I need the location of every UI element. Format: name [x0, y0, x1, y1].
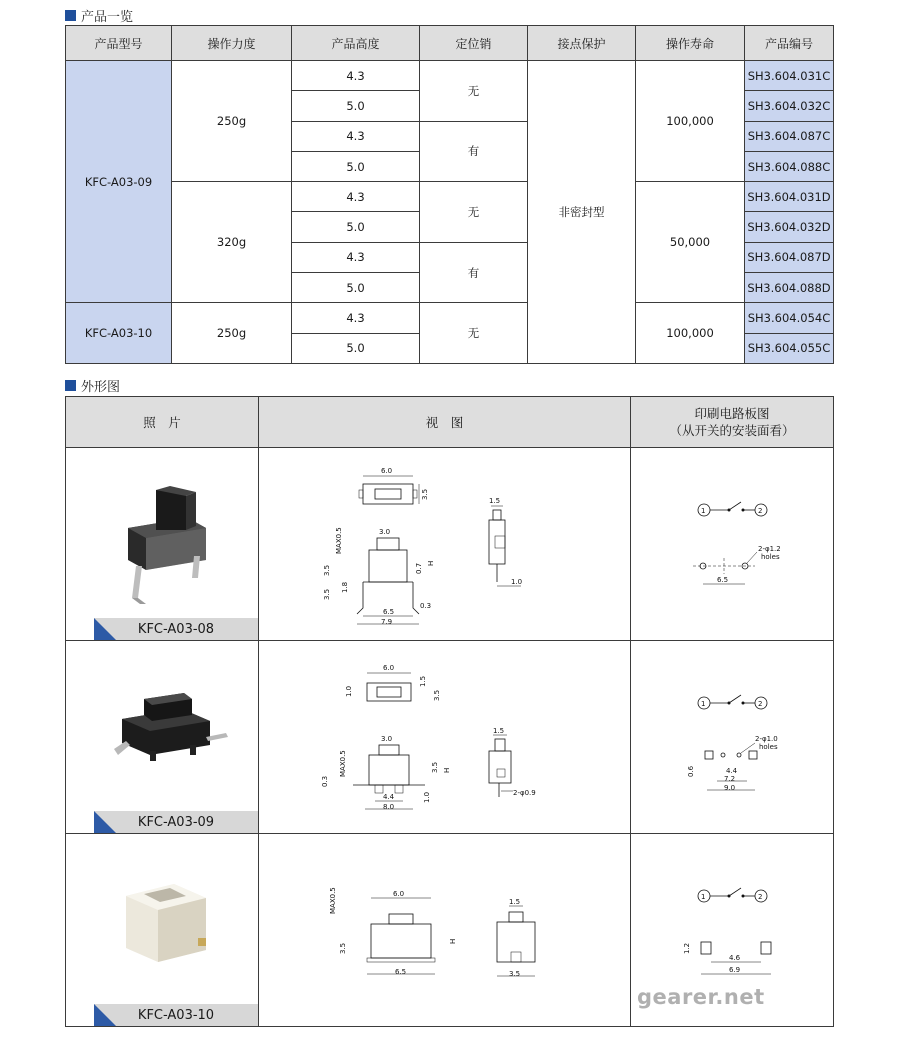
pcb-cell — [631, 641, 834, 834]
table-row — [66, 61, 834, 91]
height-cell: 5.0 — [292, 91, 420, 121]
product-spec-table — [65, 25, 834, 364]
code-cell: SH3.604.031D — [745, 182, 834, 212]
height-cell: 4.3 — [292, 242, 420, 272]
pcb-cell — [631, 448, 834, 641]
pcb-dim: 7.2 — [724, 775, 736, 783]
section-title-text: 外形图 — [81, 379, 121, 395]
outline-table — [65, 396, 834, 1027]
dim-label: 6.0 — [383, 664, 395, 672]
height-cell: 4.3 — [292, 182, 420, 212]
header-pcb-line2: （从开关的安装面看） — [669, 423, 795, 438]
pcb-dim: 6.9 — [729, 966, 741, 974]
pin-cell: 无 — [420, 182, 528, 243]
table-row — [66, 182, 834, 212]
switch-photo-a0309 — [66, 641, 258, 833]
code-cell: SH3.604.032D — [745, 212, 834, 242]
height-cell: 5.0 — [292, 151, 420, 181]
dim-label: 1.5 — [493, 727, 505, 735]
section-title-list — [65, 7, 133, 23]
section-marker — [65, 10, 76, 21]
header-pin: 定位销 — [420, 26, 528, 61]
code-cell: SH3.604.032C — [745, 91, 834, 121]
code-cell: SH3.604.087C — [745, 121, 834, 151]
header-view: 视 图 — [259, 397, 631, 448]
header-photo: 照 片 — [66, 397, 259, 448]
pcb-dim: 6.5 — [717, 576, 729, 584]
dim-label: 3.5 — [433, 689, 441, 701]
holes-word: holes — [761, 553, 780, 561]
outline-drawing — [259, 834, 631, 1026]
force-cell: 320g — [172, 182, 292, 303]
pin-cell: 无 — [420, 303, 528, 364]
dim-label: MAX0.5 — [339, 750, 347, 777]
outline-row — [66, 641, 834, 834]
dim-label: 6.5 — [395, 968, 407, 976]
dim-label: 3.5 — [323, 588, 331, 600]
holes-label: 2-φ1.0 — [755, 735, 778, 743]
dim-label: 1.0 — [423, 791, 431, 803]
code-cell: SH3.604.088C — [745, 151, 834, 181]
model-tag — [94, 1004, 258, 1026]
dim-label: 6.0 — [381, 467, 393, 475]
height-cell: 5.0 — [292, 212, 420, 242]
pcb-dim: 1.2 — [683, 942, 691, 954]
dim-label: 3.5 — [431, 761, 439, 773]
photo-cell — [66, 448, 259, 641]
dim-label: 1.5 — [509, 898, 521, 906]
model-tag-label: KFC-A03-10 — [137, 1007, 215, 1023]
header-pcb-line1: 印刷电路板图 — [694, 406, 770, 421]
dim-label: 1.0 — [345, 685, 353, 697]
tag-triangle-icon — [94, 1004, 116, 1026]
pcb-drawing — [631, 641, 834, 833]
header-force: 操作力度 — [172, 26, 292, 61]
pin-label: 1 — [701, 700, 706, 708]
model-cell: KFC-A03-10 — [66, 303, 172, 364]
section-title-shape — [65, 377, 120, 393]
outline-drawing — [259, 641, 631, 833]
pin-label: 2 — [758, 893, 763, 901]
pin-label: 1 — [701, 893, 706, 901]
switch-photo-a0308 — [66, 448, 258, 640]
pin-cell: 有 — [420, 121, 528, 182]
dim-label: 3.5 — [339, 942, 347, 954]
photo-cell — [66, 641, 259, 834]
model-tag-label: KFC-A03-09 — [137, 814, 215, 830]
code-cell: SH3.604.088D — [745, 273, 834, 303]
header-life: 操作寿命 — [636, 26, 745, 61]
table-header-row — [66, 26, 834, 61]
header-protection: 接点保护 — [528, 26, 636, 61]
force-cell: 250g — [172, 303, 292, 364]
dim-label: 3.0 — [381, 735, 393, 743]
model-tag-label: KFC-A03-08 — [137, 621, 215, 637]
height-cell: 4.3 — [292, 121, 420, 151]
dim-label: 1.8 — [341, 581, 349, 593]
code-cell: SH3.604.055C — [745, 333, 834, 363]
height-cell: 5.0 — [292, 273, 420, 303]
holes-label: 2-φ1.2 — [758, 545, 781, 553]
pcb-drawing — [631, 448, 834, 640]
dim-label: 6.0 — [393, 890, 405, 898]
outline-header-row — [66, 397, 834, 448]
watermark: gearer.net — [637, 985, 765, 1009]
code-cell: SH3.604.054C — [745, 303, 834, 333]
tag-triangle-icon — [94, 618, 116, 640]
photo-cell — [66, 834, 259, 1027]
dim-label: 2-φ0.9 — [513, 789, 536, 797]
header-pcb — [631, 397, 834, 448]
pin-cell: 有 — [420, 242, 528, 303]
dim-label: 3.5 — [509, 970, 521, 978]
tag-triangle-icon — [94, 811, 116, 833]
holes-word: holes — [759, 743, 778, 751]
dim-label: H — [449, 938, 457, 944]
code-cell: SH3.604.031C — [745, 61, 834, 91]
model-tag — [94, 618, 258, 640]
section-marker — [65, 380, 76, 391]
protection-cell: 非密封型 — [528, 61, 636, 364]
dim-label: 7.9 — [381, 618, 393, 626]
dim-label: 0.3 — [321, 775, 329, 787]
header-code: 产品编号 — [745, 26, 834, 61]
dim-label: MAX0.5 — [329, 887, 337, 914]
outline-drawing — [259, 448, 631, 640]
dim-label: 3.5 — [421, 488, 429, 500]
dim-label: 4.4 — [383, 793, 395, 801]
table-row — [66, 303, 834, 333]
dim-label: 3.0 — [379, 528, 391, 536]
force-cell: 250g — [172, 61, 292, 182]
outline-row — [66, 448, 834, 641]
view-cell — [259, 834, 631, 1027]
life-cell: 100,000 — [636, 303, 745, 364]
dim-label: 0.7 — [415, 562, 423, 574]
dim-label: 3.5 — [323, 564, 331, 576]
life-cell: 100,000 — [636, 61, 745, 182]
model-cell: KFC-A03-09 — [66, 61, 172, 303]
dim-label: 1.0 — [511, 578, 523, 586]
header-height: 产品高度 — [292, 26, 420, 61]
dim-label: H — [427, 560, 435, 566]
view-cell — [259, 641, 631, 834]
view-cell — [259, 448, 631, 641]
pcb-dim: 4.6 — [729, 954, 741, 962]
dim-label: 6.5 — [383, 608, 395, 616]
pcb-dim: 4.4 — [726, 767, 738, 775]
dim-label: 1.5 — [489, 497, 501, 505]
dim-label: 0.3 — [420, 602, 432, 610]
header-model: 产品型号 — [66, 26, 172, 61]
dim-label: 1.5 — [419, 675, 427, 687]
height-cell: 4.3 — [292, 303, 420, 333]
pcb-dim: 0.6 — [687, 765, 695, 777]
section-title-text: 产品一览 — [81, 9, 134, 25]
pin-label: 1 — [701, 507, 706, 515]
dim-label: 8.0 — [383, 803, 395, 811]
pcb-dim: 9.0 — [724, 784, 736, 792]
pin-label: 2 — [758, 700, 763, 708]
pin-label: 2 — [758, 507, 763, 515]
dim-label: MAX0.5 — [335, 527, 343, 554]
life-cell: 50,000 — [636, 182, 745, 303]
code-cell: SH3.604.087D — [745, 242, 834, 272]
pin-cell: 无 — [420, 61, 528, 122]
switch-photo-a0310 — [66, 834, 258, 1026]
dim-label: H — [443, 767, 451, 773]
height-cell: 5.0 — [292, 333, 420, 363]
height-cell: 4.3 — [292, 61, 420, 91]
model-tag — [94, 811, 258, 833]
